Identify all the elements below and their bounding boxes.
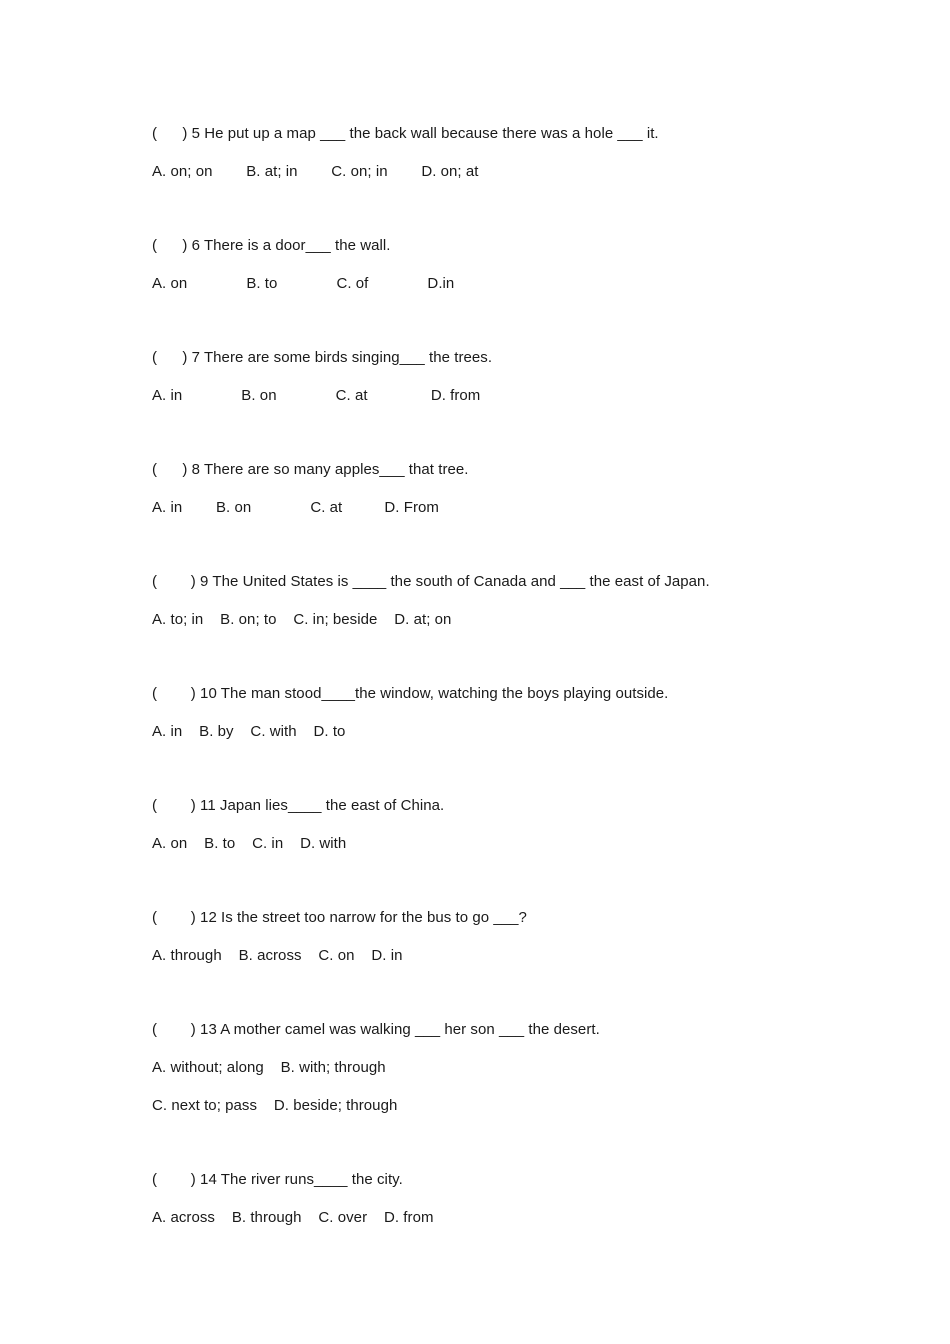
question-14-options: A. across B. through C. over D. from (152, 1209, 434, 1226)
question-8-options: A. in B. on C. at D. From (152, 499, 439, 516)
question-9-options: A. to; in B. on; to C. in; beside D. at; on (152, 611, 452, 628)
question-10-stem: ( ) 10 The man stood____the window, watching the boys playing outside. (152, 685, 669, 702)
question-8-stem: ( ) 8 There are so many apples___ that tree. (152, 461, 469, 478)
question-10-options: A. in B. by C. with D. to (152, 723, 346, 740)
question-12-stem: ( ) 12 Is the street too narrow for the bus to go ___? (152, 909, 527, 926)
question-5-options: A. on; on B. at; in C. on; in D. on; at (152, 163, 479, 180)
question-9-stem: ( ) 9 The United States is ____ the south of Canada and ___ the east of Japan. (152, 573, 710, 590)
question-12-options: A. through B. across C. on D. in (152, 947, 403, 964)
question-7-stem: ( ) 7 There are some birds singing___ the trees. (152, 349, 493, 366)
question-6-stem: ( ) 6 There is a door___ the wall. (152, 237, 391, 254)
question-11-options: A. on B. to C. in D. with (152, 835, 347, 852)
question-13-options-line-1: A. without; along B. with; through (152, 1059, 386, 1076)
question-11-stem: ( ) 11 Japan lies____ the east of China. (152, 797, 445, 814)
question-7-options: A. in B. on C. at D. from (152, 387, 481, 404)
question-13-options-line-2: C. next to; pass D. beside; through (152, 1097, 398, 1114)
question-5-stem: ( ) 5 He put up a map ___ the back wall because there was a hole ___ it. (152, 125, 659, 142)
question-13-stem: ( ) 13 A mother camel was walking ___ her son ___ the desert. (152, 1021, 600, 1038)
question-14-stem: ( ) 14 The river runs____ the city. (152, 1171, 403, 1188)
question-6-options: A. on B. to C. of D.in (152, 275, 455, 292)
